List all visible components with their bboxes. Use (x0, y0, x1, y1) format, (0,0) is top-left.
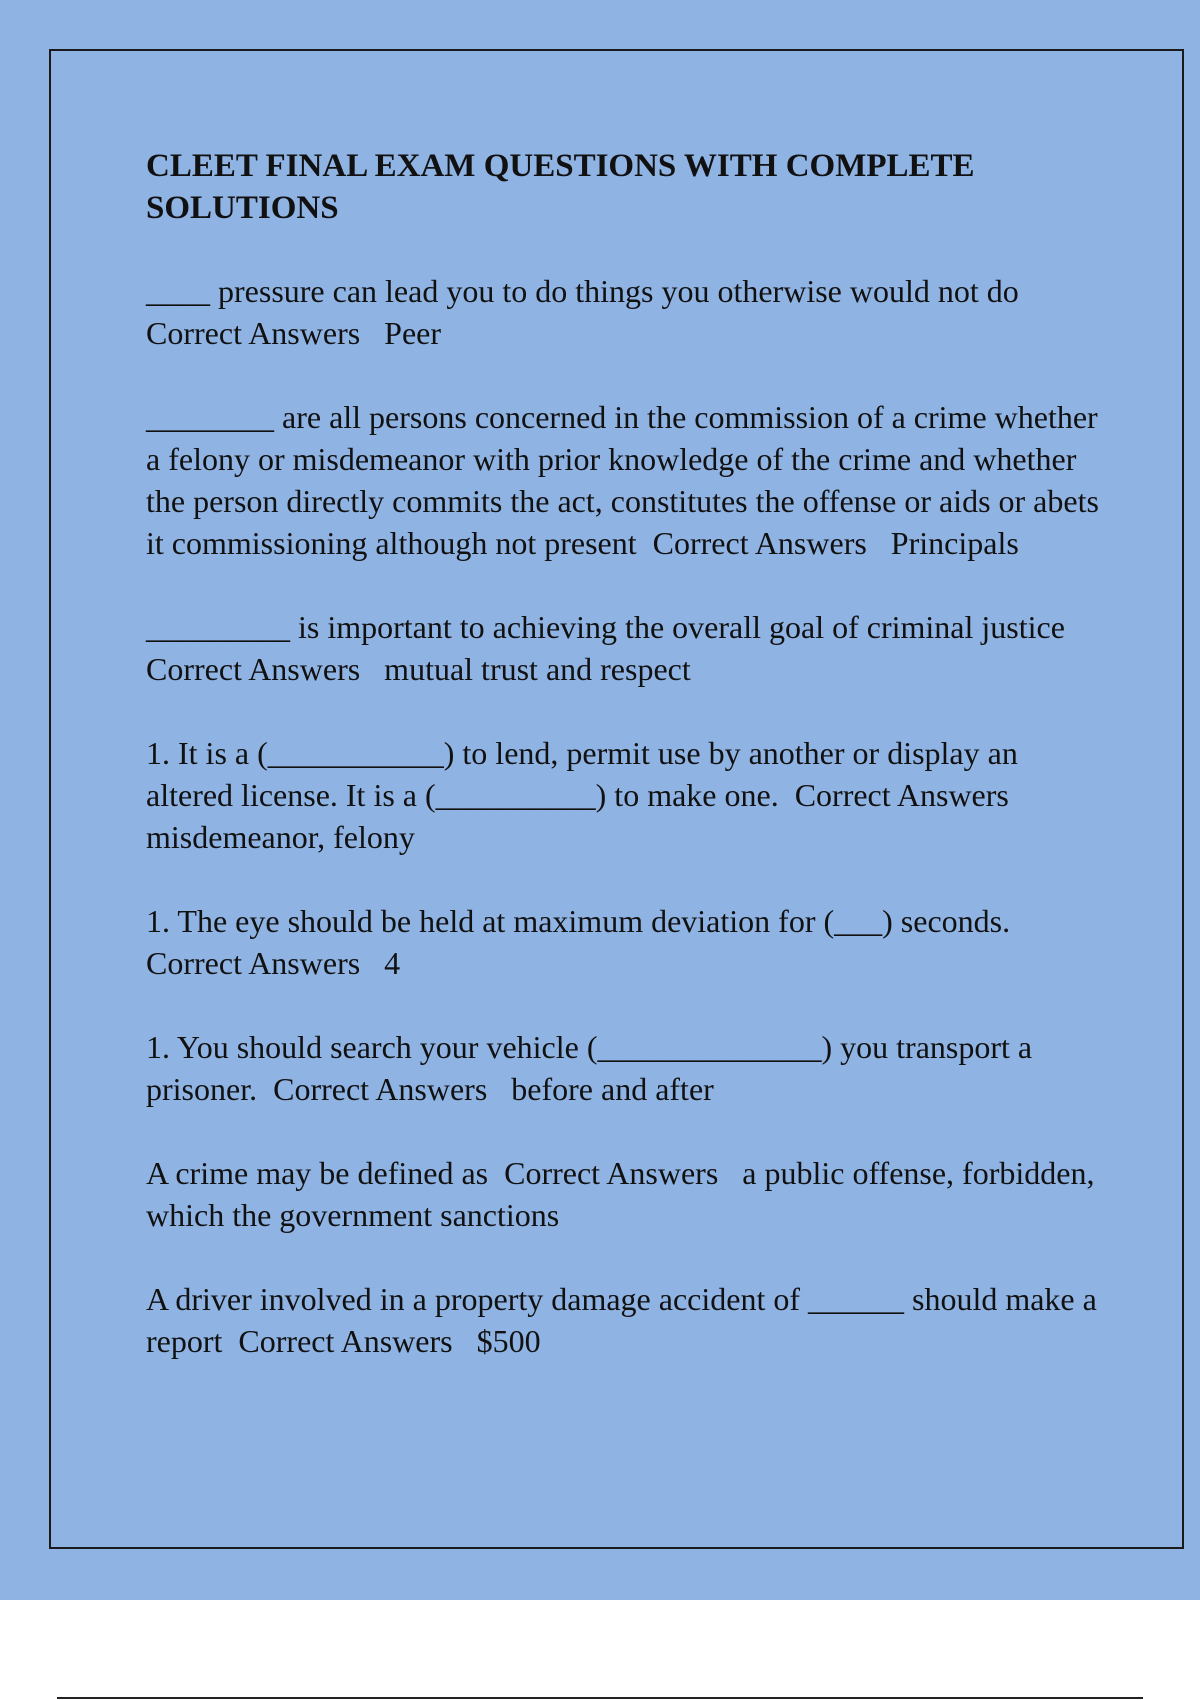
question-text: A driver involved in a property damage accident of ______ should make a report (146, 1281, 1105, 1359)
answer-text: Peer (384, 315, 442, 351)
footer-rule (57, 1697, 1143, 1699)
answer-label: Correct Answers (146, 315, 361, 351)
answer-label: Correct Answers (504, 1155, 719, 1191)
qa-item (146, 732, 1106, 858)
answer-text: $500 (476, 1323, 541, 1359)
answer-text: mutual trust and respect (384, 651, 691, 687)
answer-label: Correct Answers (273, 1071, 488, 1107)
qa-item (146, 270, 1106, 354)
answer-text: a public offense, forbidden, which the government sanctions (146, 1155, 1103, 1233)
qa-item (146, 396, 1106, 564)
answer-label: Correct Answers (652, 525, 867, 561)
answer-text: before and after (511, 1071, 714, 1107)
answer-label: Correct Answers (146, 651, 361, 687)
question-text: 1. It is a (___________) to lend, permit use by another or display an altered license. It is a (__________) to make one. (146, 735, 1026, 813)
qa-item (146, 900, 1106, 984)
answer-text: 4 (384, 945, 401, 981)
qa-item (146, 1152, 1106, 1236)
answer-text: Principals (890, 525, 1019, 561)
question-text: ____ pressure can lead you to do things you otherwise would not do (146, 273, 1019, 309)
question-text: _________ is important to achieving the overall goal of criminal justice (146, 609, 1065, 645)
question-text: 1. The eye should be held at maximum deviation for (___) seconds. (146, 903, 1011, 939)
answer-label: Correct Answers (238, 1323, 453, 1359)
question-text: ________ are all persons concerned in the commission of a crime whether a felony or misdemeanor with prior knowledge of the crime and whether the person directly commits the act, constitutes the offense or aids or abets it commissioning although not present (146, 399, 1107, 561)
qa-list (146, 270, 1106, 1404)
question-text: A crime may be defined as (146, 1155, 489, 1191)
qa-item (146, 1278, 1106, 1362)
answer-text: misdemeanor, felony (146, 819, 415, 855)
qa-item (146, 606, 1106, 690)
document-title: CLEET FINAL EXAM QUESTIONS WITH COMPLETE SOLUTIONS (146, 148, 975, 226)
answer-label: Correct Answers (146, 945, 361, 981)
qa-item (146, 1026, 1106, 1110)
question-text: 1. You should search your vehicle (______________) you transport a prisoner. (146, 1029, 1041, 1107)
answer-label: Correct Answers (794, 777, 1009, 813)
